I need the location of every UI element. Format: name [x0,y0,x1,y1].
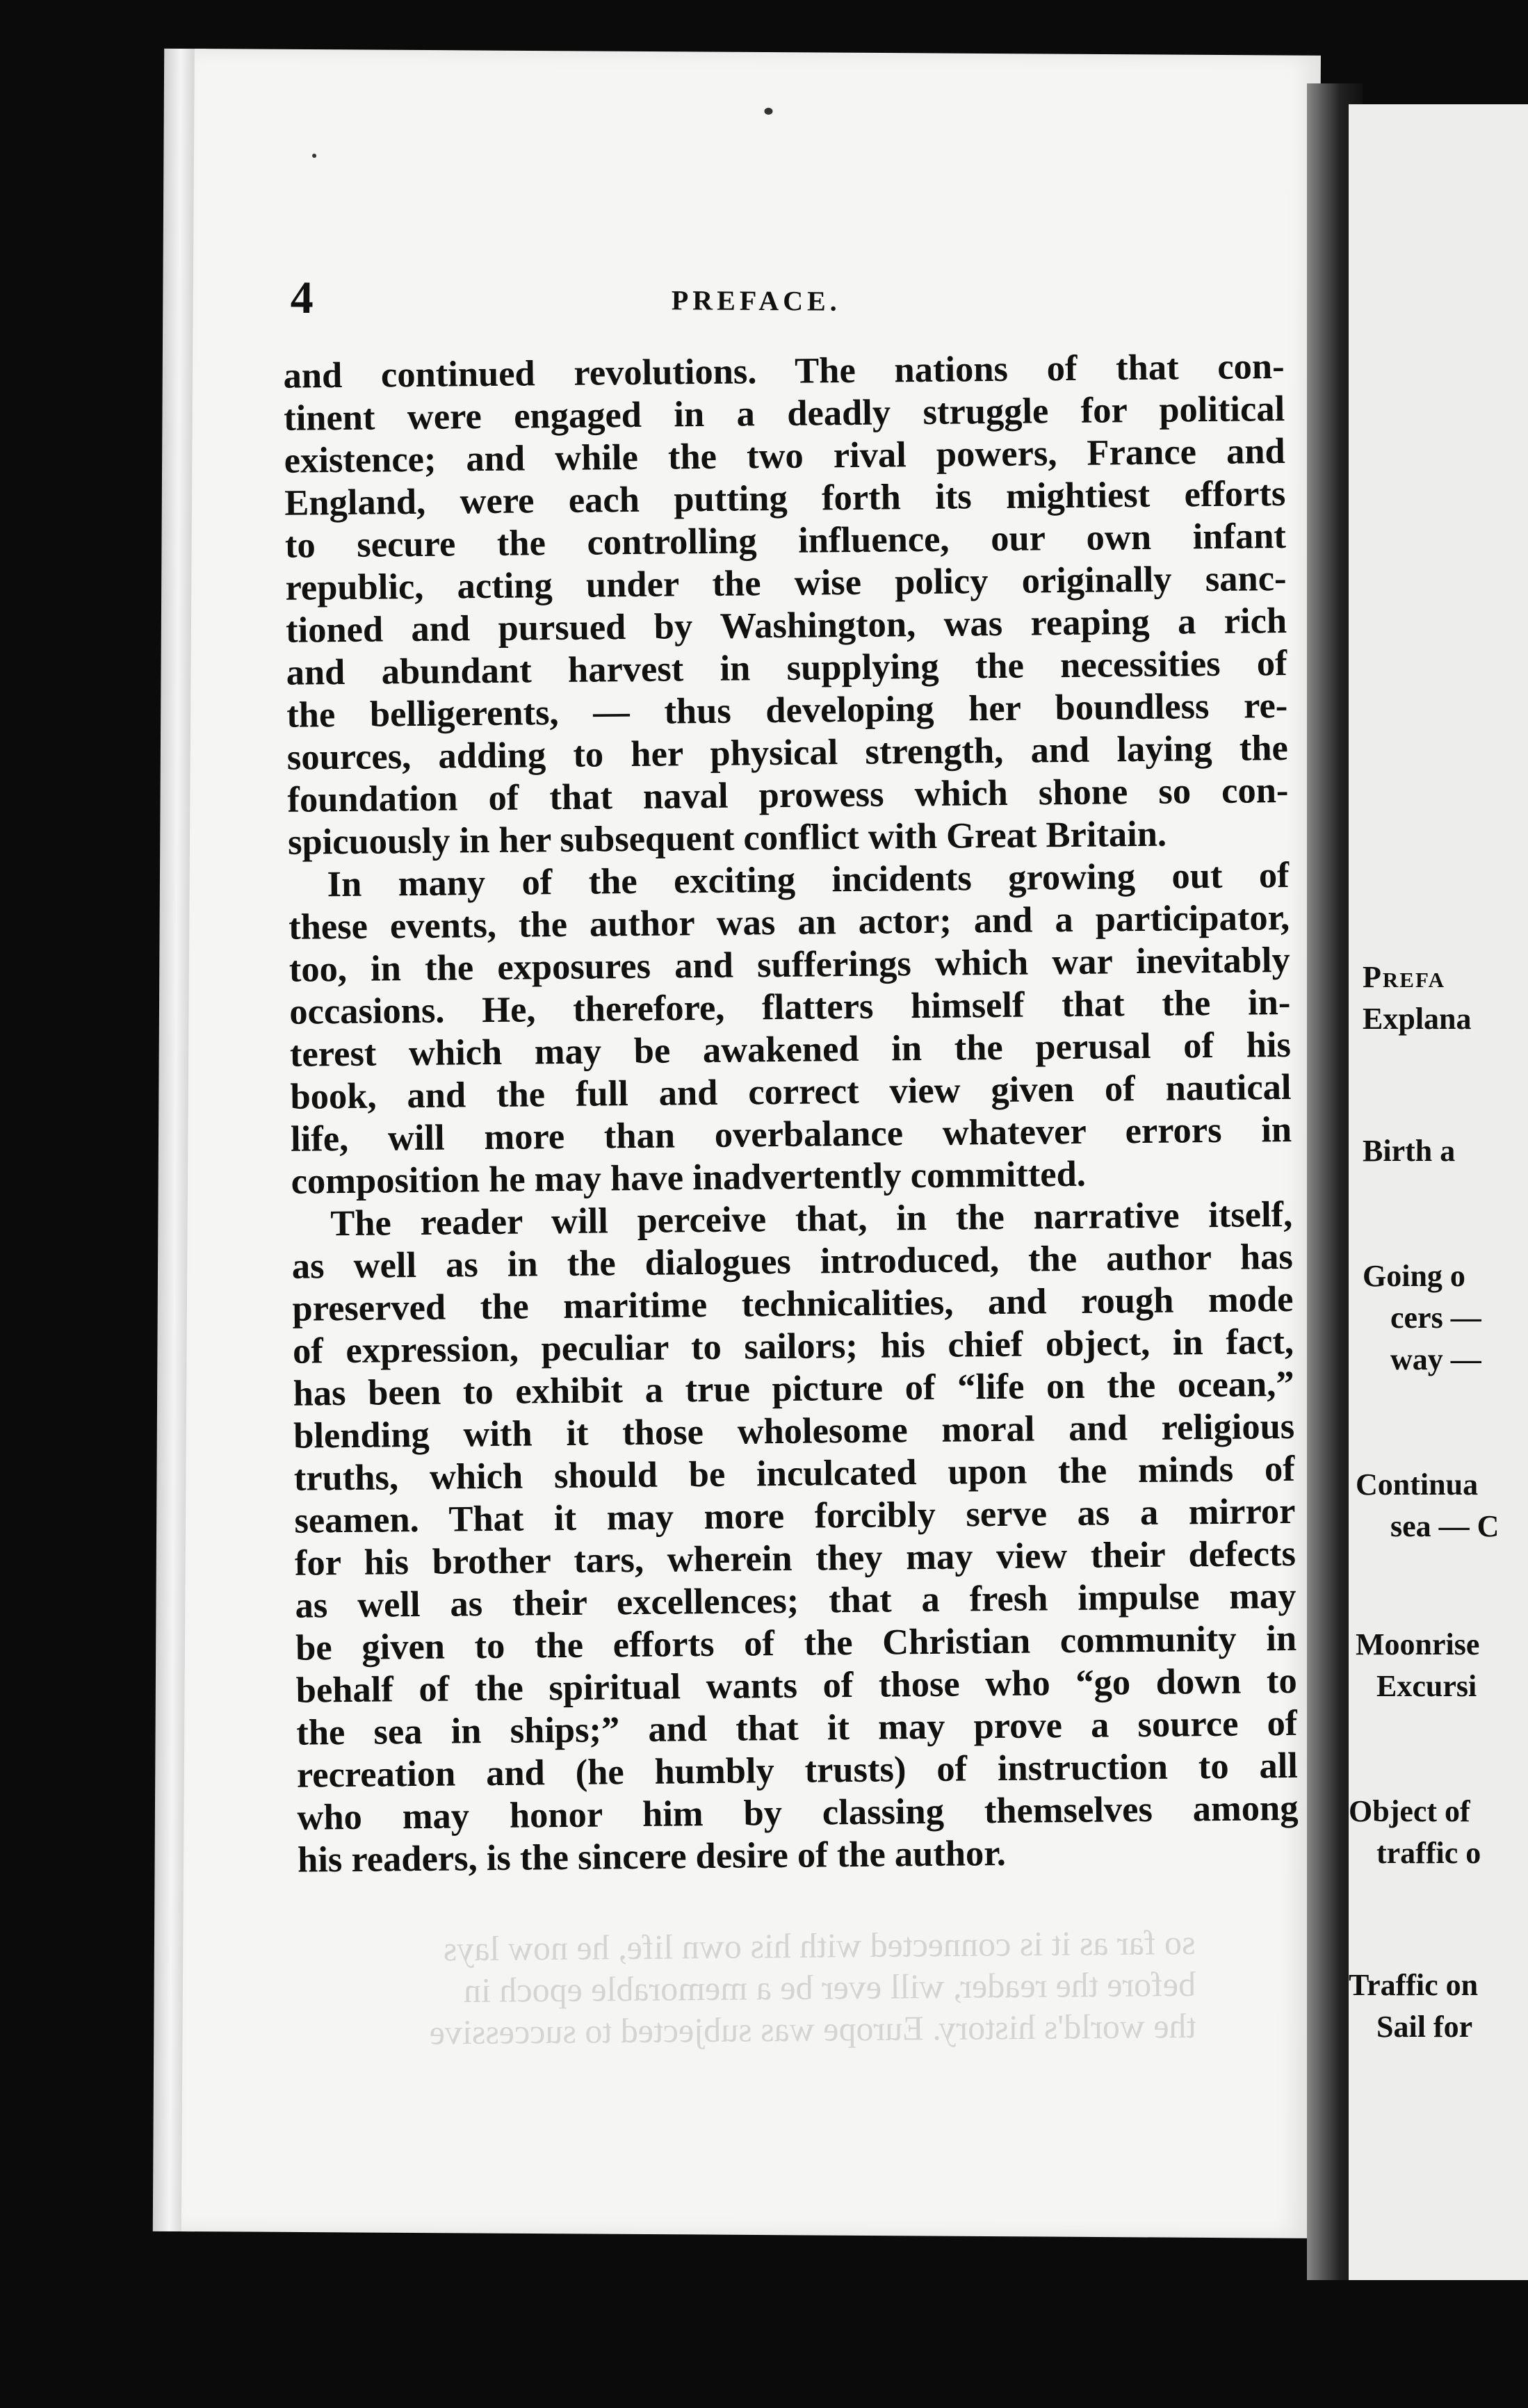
text-line: preserved the maritime technicalities, and rough mode [292,1278,1294,1329]
bleed-line: so far as it is connected with his own life, he now lays [443,1922,1196,1969]
adjacent-page-text: Traffic on [1349,1968,1479,2002]
text-line: republic, acting under the wise policy originally sanc- [285,558,1287,608]
text-line: blending with it those wholesome moral and religious [293,1406,1295,1456]
ink-speck [312,154,316,158]
adjacent-page-text: Sail for [1376,2010,1473,2044]
text-line: occasions. He, therefore, flatters himself that the in- [289,982,1291,1032]
adjacent-page-text: Excursi [1376,1669,1477,1703]
text-line: to secure the controlling influence, our own infant [284,515,1287,566]
text-line: be given to the efforts of the Christian community in [295,1618,1297,1668]
adjacent-page-text: Explana [1363,1002,1472,1036]
text-line: foundation of that naval prowess which shone so con- [287,770,1289,820]
text-line: as well as in the dialogues introduced, the author has [291,1236,1294,1287]
preface-body [283,345,1299,1882]
text-line: as well as their excellences; that a fresh impulse may [295,1575,1297,1626]
adjacent-page-text: way — [1390,1342,1481,1376]
text-line: of expression, peculiar to sailors; his chief object, in fact, [292,1321,1294,1372]
text-line: book, and the full and correct view given of nautical [290,1066,1292,1117]
adjacent-page-text: Continua [1356,1467,1479,1502]
text-line: England, were each putting forth its mightiest efforts [284,473,1286,523]
text-line: seamen. That it may more forcibly serve as a mirror [294,1490,1296,1541]
adjacent-page-text: Object of [1349,1794,1470,1828]
text-line: for his brother tars, wherein they may view their defects [294,1533,1297,1584]
text-line: In many of the exciting incidents growing out of [327,854,1290,905]
text-line: The reader will perceive that, in the narrative itself, [330,1194,1293,1244]
text-line: tinent were engaged in a deadly struggle for political [283,388,1285,439]
text-line: and continued revolutions. The nations of that con- [283,345,1285,396]
text-line: existence; and while the two rival powers, France and [284,430,1285,481]
text-line: composition he may have inadvertently committed. [291,1153,1087,1202]
adjacent-page-text: Going o [1363,1259,1465,1293]
text-line: too, in the exposures and sufferings which war inevitably [288,939,1291,990]
adjacent-page [1349,104,1528,2280]
text-line: truths, which should be inculcated upon the minds of [293,1448,1296,1499]
ink-speck [764,108,772,115]
adjacent-page-text: Birth a [1363,1134,1456,1168]
running-head [291,272,1222,333]
text-line: and abundant harvest in supplying the necessities of [286,642,1287,693]
adjacent-page-text: traffic o [1376,1836,1481,1870]
bleed-line: before the reader, will ever be a memorable epoch in [463,1964,1196,2010]
book-page [181,49,1321,2238]
text-line: recreation and (he humbly trusts) of instruction to all [296,1745,1299,1796]
adjacent-page-text: sea — C [1390,1509,1499,1543]
bleed-through-text [222,1921,1196,2055]
page-title: PREFACE. [671,284,841,317]
text-line: spicuously in her subsequent conflict with Great Britain. [287,813,1167,863]
adjacent-page-text: cers — [1390,1301,1481,1335]
text-line: sources, adding to her physical strength, and laying the [286,727,1289,778]
adjacent-page-text: Prefa [1363,960,1445,994]
page-number: 4 [290,272,314,324]
text-line: the sea in ships;” and that it may prove a source of [296,1702,1298,1753]
text-line: life, will more than overbalance whatever errors in [290,1109,1292,1160]
text-line: these events, the author was an actor; and a participator, [288,897,1290,947]
text-line: has been to exhibit a true picture of “life on the ocean,” [293,1363,1294,1414]
text-line: who may honor him by classing themselves among [297,1787,1299,1838]
text-line: behalf of the spiritual wants of those who “go down to [295,1660,1297,1711]
text-line: the belligerents, — thus developing her boundless re- [286,685,1288,735]
text-line: tioned and pursued by Washington, was reaping a rich [285,600,1287,651]
text-line: his readers, is the sincere desire of the author. [297,1832,1007,1880]
text-line: terest which may be awakened in the perusal of his [289,1024,1292,1075]
adjacent-page-text: Moonrise [1356,1627,1480,1661]
bleed-line: the world's history. Europe was subjected to successive [429,2006,1196,2052]
